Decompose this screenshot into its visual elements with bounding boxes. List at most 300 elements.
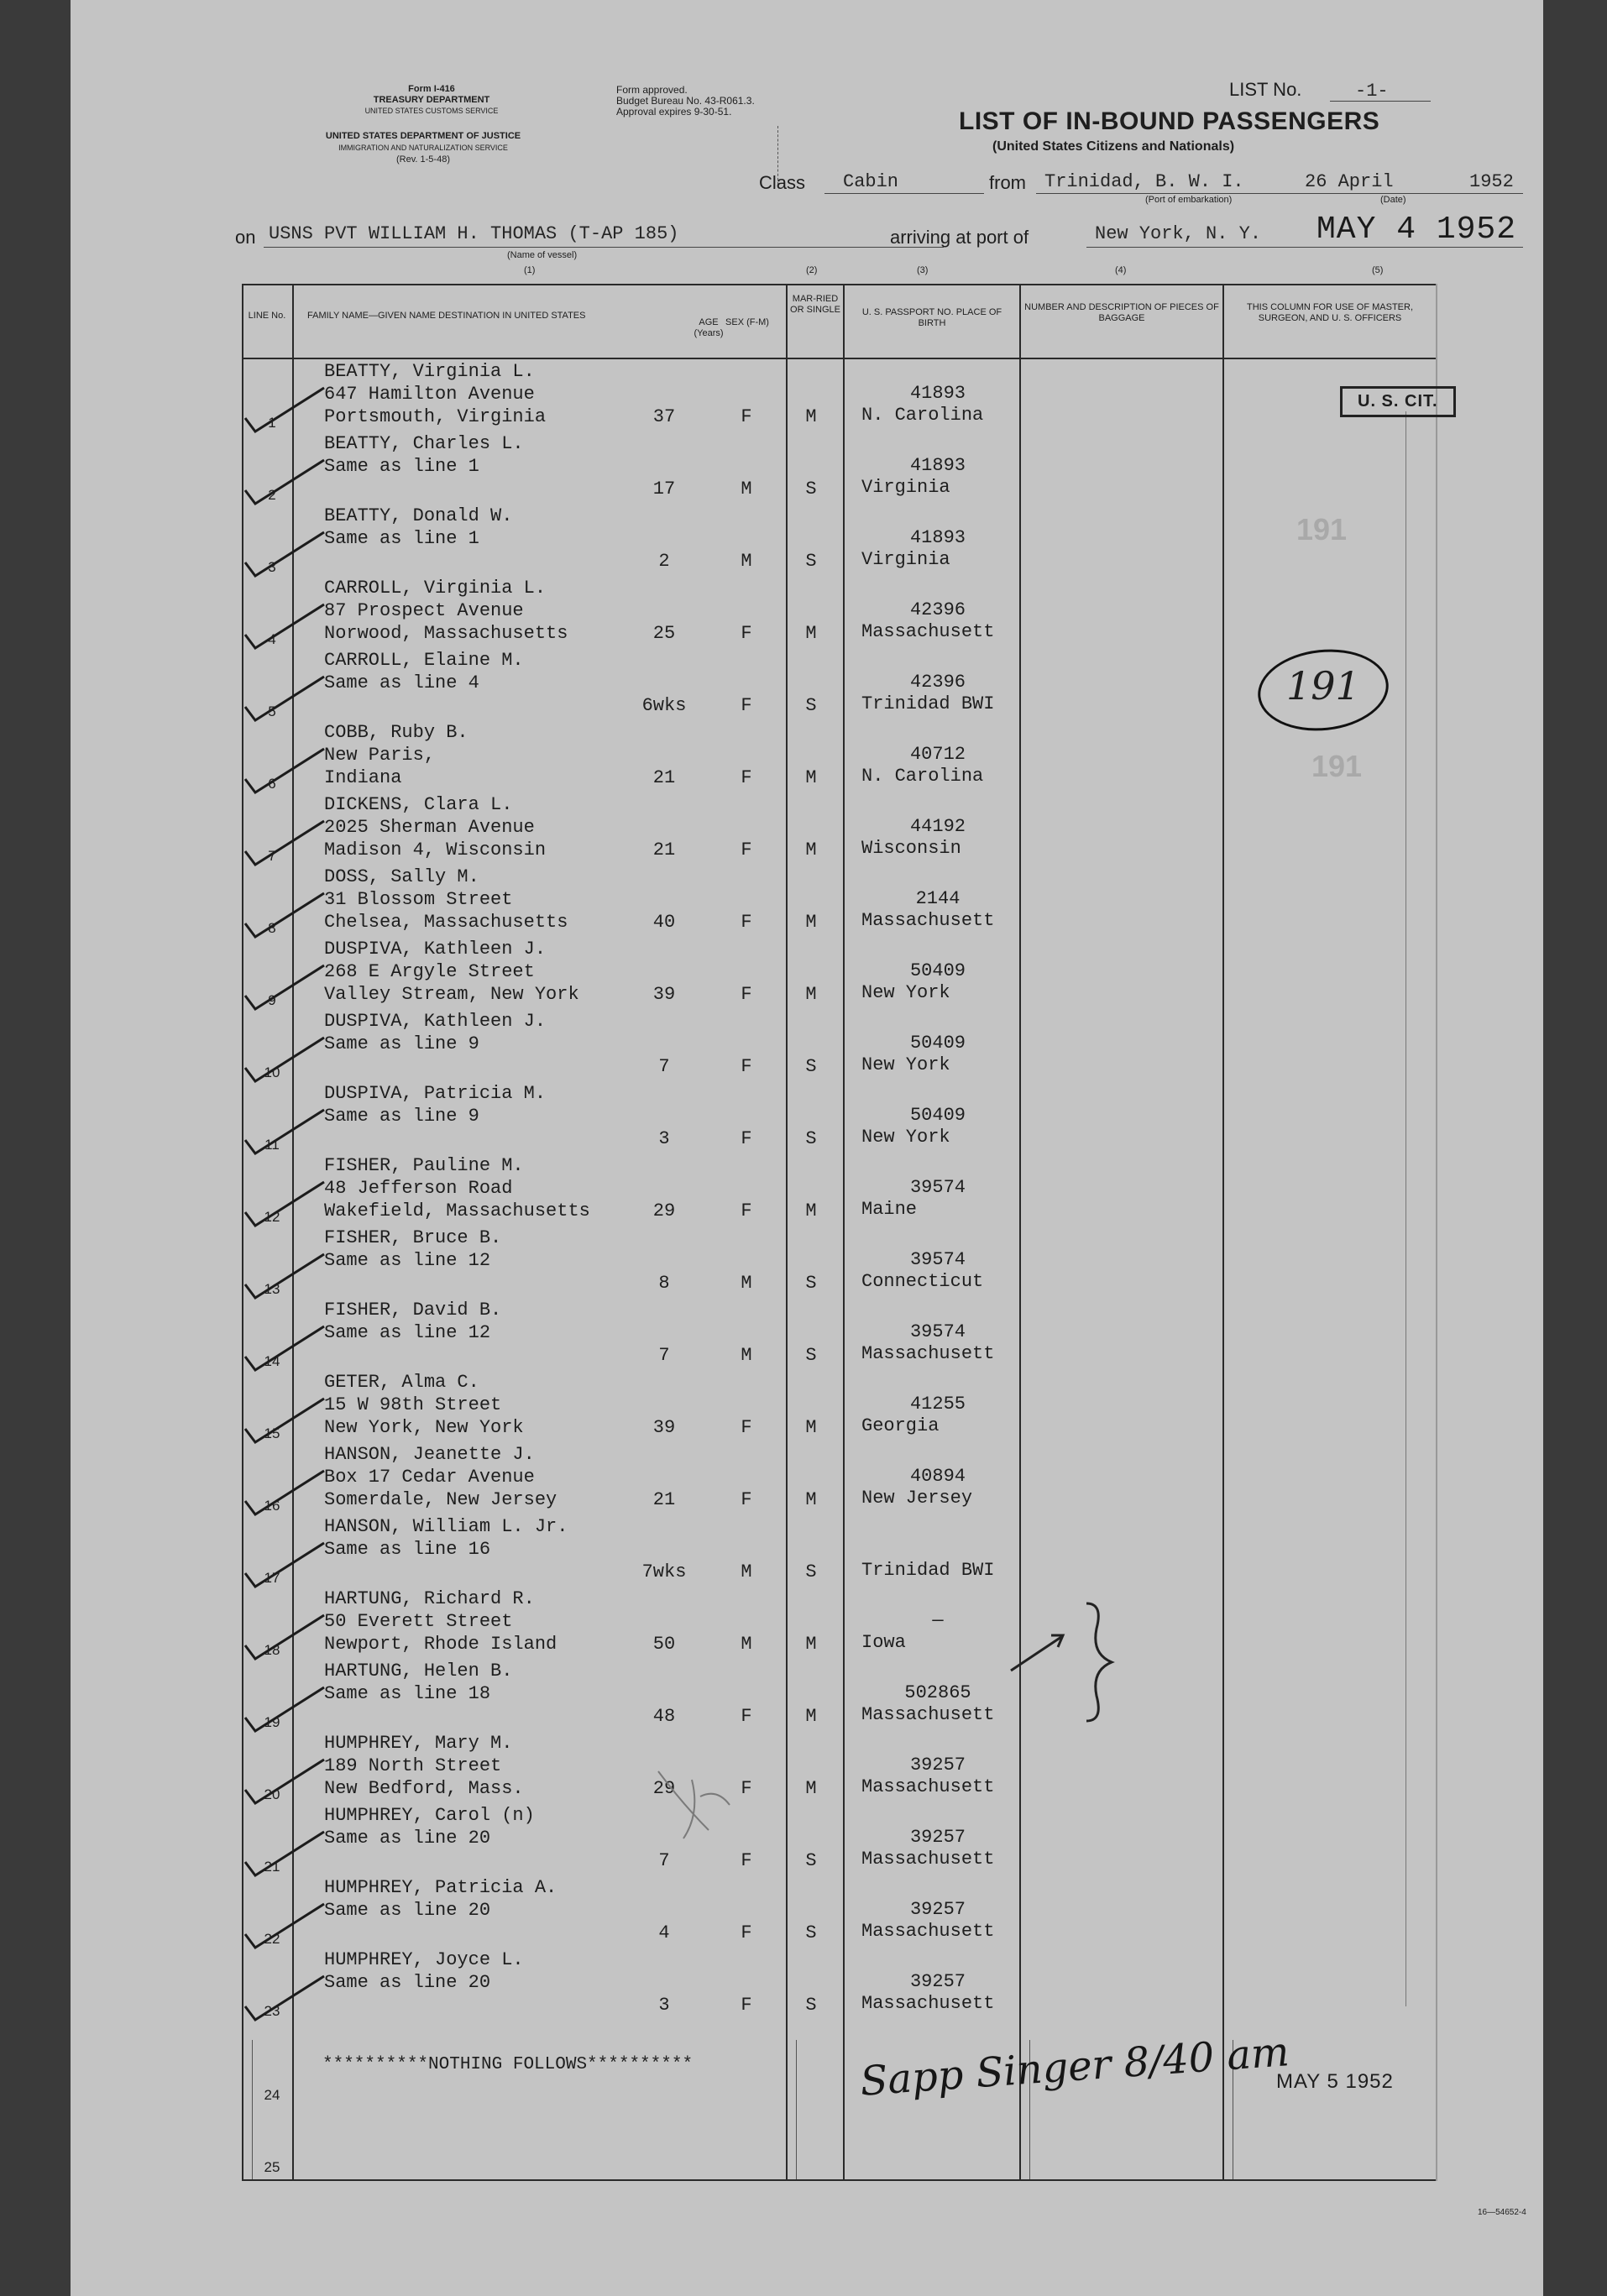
passport-number: 39574 [909,1321,966,1342]
marital-status: M [805,767,817,788]
age: 50 [652,1634,676,1655]
destination-line-1: Same as line 12 [324,1250,491,1271]
destination-line-1: 647 Hamilton Avenue [324,384,535,405]
passport-number: 41893 [909,455,966,476]
place-of-birth: Massachusett [861,1921,995,1942]
age: 8 [658,1273,670,1294]
col-num-2: (2) [806,265,818,275]
passenger-name: FISHER, David B. [324,1300,502,1321]
passenger-name: BEATTY, Virginia L. [324,361,535,382]
age: 2 [658,551,670,572]
place-of-birth: Connecticut [861,1271,984,1292]
marital-status: M [805,1778,817,1799]
destination-line-2: Chelsea, Massachusetts [324,912,568,933]
check-mark-icon [243,1106,327,1157]
passenger-name: DOSS, Sally M. [324,866,479,887]
manifest-page [71,0,1543,2296]
age: 3 [658,1128,670,1149]
marital-status: S [805,1922,817,1943]
table-top [242,284,1437,285]
place-of-birth: Georgia [861,1415,940,1436]
embark-caption: (Port of embarkation) [1145,195,1233,205]
place-of-birth: Wisconsin [861,838,961,859]
passport-number: 39257 [909,1971,966,1992]
check-mark-icon [243,818,327,868]
marital-status: M [805,1489,817,1510]
destination-line-1: Same as line 9 [324,1033,479,1054]
destination-line-1: 268 E Argyle Street [324,961,535,982]
passenger-name: BEATTY, Donald W. [324,505,513,526]
destination-line-1: Same as line 9 [324,1106,479,1127]
sex: F [741,406,752,427]
place-of-birth: Massachusett [861,1343,995,1364]
col-passport: U. S. PASSPORT NO. PLACE OF BIRTH [861,307,1002,328]
from-line [1036,193,1523,194]
line-number: 10 [264,1064,280,1080]
destination-line-2: Somerdale, New Jersey [324,1489,557,1510]
marital-status: M [805,1706,817,1727]
table-row [71,361,1543,433]
destination-line-1: Same as line 16 [324,1539,491,1560]
check-mark-icon [243,1828,327,1879]
list-no-label: LIST No. [1229,79,1302,100]
passport-number: 502865 [904,1682,971,1703]
table-row [71,578,1543,650]
sex: M [741,479,752,499]
destination-line-1: Same as line 1 [324,456,479,477]
class-label: Class [759,172,806,193]
sex: M [741,1561,752,1582]
place-of-birth: New York [861,982,950,1003]
check-mark-icon [243,1251,327,1301]
passenger-name: DUSPIVA, Kathleen J. [324,1011,547,1032]
passport-number: — [932,1610,944,1631]
check-mark-icon [243,601,327,651]
sex: F [741,623,752,644]
passenger-name: DUSPIVA, Patricia M. [324,1083,547,1104]
marital-status: S [805,1995,817,2016]
line-number-25: 25 [264,2159,280,2175]
sex: F [741,1995,752,2016]
check-mark-icon [243,1467,327,1518]
destination-line-1: Same as line 20 [324,1972,491,1993]
year-value: 1952 [1469,171,1514,192]
class-value: Cabin [843,171,899,192]
line-number: 12 [264,1209,280,1225]
marital-status: M [805,984,817,1005]
line-number: 13 [264,1281,280,1297]
age: 21 [652,1489,676,1510]
place-of-birth: Virginia [861,549,950,570]
sex: M [741,1634,752,1655]
passenger-name: HUMPHREY, Patricia A. [324,1877,557,1898]
check-mark-icon [243,1756,327,1807]
check-mark-icon [243,673,327,724]
age: 7 [658,1850,670,1871]
passenger-name: BEATTY, Charles L. [324,433,524,454]
budget-bureau: Budget Bureau No. 43-R061.3. [616,95,755,107]
place-of-birth: New Jersey [861,1488,973,1509]
sex: F [741,984,752,1005]
place-of-birth: Massachusett [861,1849,995,1870]
table-row [71,1661,1543,1733]
col-baggage: NUMBER AND DESCRIPTION OF PIECES OF BAGGAGE [1024,302,1219,323]
passport-number: 39257 [909,1899,966,1920]
circled-number-text: 191 [1286,663,1360,709]
destination-line-2: New York, New York [324,1417,524,1438]
page-title: LIST OF IN-BOUND PASSENGERS [959,107,1380,135]
passport-number: 2144 [915,888,961,909]
passport-number: 41893 [909,527,966,548]
line-number: 6 [268,776,276,792]
passenger-name: HUMPHREY, Mary M. [324,1733,513,1754]
place-of-birth: Massachusett [861,1993,995,2014]
age: 48 [652,1706,676,1727]
destination-line-2: Madison 4, Wisconsin [324,839,547,860]
destination-line-1: Same as line 1 [324,528,479,549]
sex: M [741,1273,752,1294]
list-no-line [1330,101,1431,102]
treasury-dept: TREASURY DEPARTMENT [373,95,490,105]
destination-line-1: 50 Everett Street [324,1611,513,1632]
passport-number: 42396 [909,672,966,693]
passenger-name: HUMPHREY, Carol (n) [324,1805,535,1826]
marital-status: S [805,551,817,572]
class-line [824,193,984,194]
port-value: New York, N. Y. [1095,223,1262,244]
destination-line-1: 87 Prospect Avenue [324,600,524,621]
destination-line-2: Wakefield, Massachusetts [324,1200,590,1221]
sex: F [741,1200,752,1221]
table-row [71,1733,1543,1805]
destination-line-2: Norwood, Massachusetts [324,623,568,644]
sex: F [741,695,752,716]
passenger-name: FISHER, Pauline M. [324,1155,524,1176]
check-mark-icon [243,384,327,435]
age: 7 [658,1345,670,1366]
line-number: 4 [268,631,276,647]
place-of-birth: Massachusett [861,910,995,931]
passport-number: 40712 [909,744,966,765]
table-row [71,1372,1543,1444]
passport-number: 40894 [909,1466,966,1487]
sex: F [741,1489,752,1510]
marital-status: S [805,479,817,499]
ins-service: IMMIGRATION AND NATURALIZATION SERVICE [338,144,508,152]
passenger-name: HUMPHREY, Joyce L. [324,1949,524,1970]
revision: (Rev. 1-5-48) [396,154,450,165]
place-of-birth: Trinidad BWI [861,693,995,714]
table-row [71,794,1543,866]
sex: F [741,912,752,933]
passport-number: 39574 [909,1249,966,1270]
destination-line-1: New Paris, [324,745,436,766]
passport-number: 44192 [909,816,966,837]
passport-number: 42396 [909,599,966,620]
line-number: 14 [264,1353,280,1369]
from-value: Trinidad, B. W. I. [1044,171,1244,192]
destination-line-1: Same as line 20 [324,1900,491,1921]
place-of-birth: New York [861,1127,950,1148]
place-of-birth: Iowa [861,1632,906,1653]
passport-number: 50409 [909,960,966,981]
destination-line-1: 2025 Sherman Avenue [324,817,535,838]
passport-number: 39257 [909,1755,966,1776]
destination-line-1: Same as line 18 [324,1683,491,1704]
passport-number: 50409 [909,1105,966,1126]
age: 17 [652,479,676,499]
sex: F [741,1850,752,1871]
check-mark-icon [243,890,327,940]
passenger-name: HANSON, Jeanette J. [324,1444,535,1465]
bottom-subline-a [252,2040,253,2179]
age: 39 [652,1417,676,1438]
from-label: from [989,172,1026,193]
header-bottom [242,358,1437,359]
footer-code: 16—54652-4 [1478,2208,1526,2217]
on-label: on [235,227,256,248]
place-of-birth: Trinidad BWI [861,1560,995,1581]
line-number: 21 [264,1859,280,1875]
age: 7wks [641,1561,687,1582]
place-of-birth: Massachusett [861,621,995,642]
line-number: 16 [264,1498,280,1514]
destination-line-1: 31 Blossom Street [324,889,513,910]
line-number: 15 [264,1425,280,1441]
destination-line-2: Indiana [324,767,402,788]
marital-status: M [805,1417,817,1438]
line-number: 20 [264,1786,280,1802]
place-of-birth: New York [861,1054,950,1075]
col-sex-label: SEX (F-M) [725,317,769,327]
passenger-name: CARROLL, Virginia L. [324,578,547,599]
line-number: 23 [264,2003,280,2019]
officer-signature: Sapp Singer 8/40 am [858,2028,1291,2105]
place-of-birth: Virginia [861,477,950,498]
sex: F [741,767,752,788]
age: 4 [658,1922,670,1943]
page-subtitle: (United States Citizens and Nationals) [992,139,1235,154]
sex: M [741,1345,752,1366]
date-stamp: MAY 5 1952 [1276,2070,1394,2093]
check-mark-icon [243,1323,327,1373]
marital-status: S [805,1056,817,1077]
table-row [71,1949,1543,2021]
marital-status: S [805,1128,817,1149]
line-number: 3 [268,559,276,575]
sex: M [741,551,752,572]
passenger-name: HARTUNG, Richard R. [324,1588,535,1609]
table-row [71,1805,1543,1877]
bottom-subline-b [796,2040,797,2179]
sex: F [741,1778,752,1799]
table-bottom [242,2179,1437,2181]
col-line-no: LINE No. [248,311,286,321]
table-row [71,1011,1543,1083]
marital-status: S [805,1273,817,1294]
check-mark-icon [243,1901,327,1951]
table-row [71,1516,1543,1588]
place-of-birth: Maine [861,1199,918,1220]
passport-number: 39257 [909,1827,966,1848]
age: 3 [658,1995,670,2016]
place-of-birth: Massachusett [861,1704,995,1725]
marital-status: M [805,623,817,644]
passenger-name: HARTUNG, Helen B. [324,1661,513,1681]
passenger-name: GETER, Alma C. [324,1372,479,1393]
passenger-name: DICKENS, Clara L. [324,794,513,815]
sex: F [741,1417,752,1438]
destination-line-2: Valley Stream, New York [324,984,579,1005]
table-row [71,1877,1543,1949]
table-row [71,1083,1543,1155]
line-number: 8 [268,920,276,936]
table-row [71,1155,1543,1227]
age: 37 [652,406,676,427]
check-mark-icon [243,1395,327,1446]
faded-stamp-1: 191 [1296,512,1348,547]
destination-line-2: Portsmouth, Virginia [324,406,547,427]
faded-stamp-2: 191 [1311,749,1363,783]
table-row [71,866,1543,939]
passport-number: 41893 [909,383,966,404]
line-number: 17 [264,1570,280,1586]
passenger-name: DUSPIVA, Kathleen J. [324,939,547,960]
marital-status: M [805,839,817,860]
marital-status: M [805,1200,817,1221]
line-number-24: 24 [264,2087,280,2103]
table-row [71,1588,1543,1661]
age: 25 [652,623,676,644]
line-number: 2 [268,487,276,503]
age: 6wks [641,695,687,716]
passenger-name: HANSON, William L. Jr. [324,1516,568,1537]
age: 29 [652,1778,676,1799]
vessel-name: USNS PVT WILLIAM H. THOMAS (T-AP 185) [269,223,679,244]
passenger-name: CARROLL, Elaine M. [324,650,524,671]
table-row [71,1227,1543,1300]
line-number: 7 [268,848,276,864]
col-name: FAMILY NAME—GIVEN NAME DESTINATION IN UNITED STATES [307,311,586,321]
us-cit-stamp: U. S. CIT. [1340,386,1456,417]
place-of-birth: N. Carolina [861,766,984,787]
place-of-birth: Massachusett [861,1776,995,1797]
check-mark-icon [243,529,327,579]
age: 21 [652,839,676,860]
check-mark-icon [243,1684,327,1734]
marital-status: M [805,1634,817,1655]
date-value: 26 April [1305,171,1394,192]
sex: F [741,1706,752,1727]
check-mark-icon [243,745,327,796]
check-mark-icon [243,457,327,507]
age: 29 [652,1200,676,1221]
marital-status: S [805,695,817,716]
line-number: 9 [268,992,276,1008]
ink-scribble [650,1755,742,1847]
customs-service: UNITED STATES CUSTOMS SERVICE [364,107,499,115]
passport-number: 41255 [909,1394,966,1415]
passenger-name: COBB, Ruby B. [324,722,468,743]
sex: F [741,1056,752,1077]
place-of-birth: N. Carolina [861,405,984,426]
check-mark-icon [243,1612,327,1662]
marital-status: S [805,1850,817,1871]
table-row [71,433,1543,505]
arriving-label: arriving at port of [890,227,1029,248]
bracket-arrow [986,1595,1120,1738]
sex: F [741,1128,752,1149]
check-mark-icon [243,962,327,1012]
marital-status: S [805,1561,817,1582]
sex: F [741,1922,752,1943]
age: 40 [652,912,676,933]
table-row [71,939,1543,1011]
passport-number: 50409 [909,1033,966,1054]
marital-status: S [805,1345,817,1366]
destination-line-1: Same as line 12 [324,1322,491,1343]
marital-status: M [805,406,817,427]
check-mark-icon [243,1034,327,1085]
check-mark-icon [243,1179,327,1229]
form-number: Form I-416 [408,84,455,94]
age: 21 [652,767,676,788]
line-number: 22 [264,1931,280,1947]
col-officers: THIS COLUMN FOR USE OF MASTER, SURGEON, AND U. S. OFFICERS [1246,302,1413,323]
table-row [71,1444,1543,1516]
line-number: 18 [264,1642,280,1658]
marital-status: M [805,912,817,933]
col-num-3: (3) [917,265,929,275]
sex: F [741,839,752,860]
destination-line-1: 189 North Street [324,1755,502,1776]
table-row [71,1300,1543,1372]
check-mark-icon [243,1540,327,1590]
destination-line-1: Same as line 20 [324,1828,491,1849]
line-number: 1 [268,415,276,431]
destination-line-1: 15 W 98th Street [324,1394,502,1415]
col-married: MAR-RIED OR SINGLE [790,294,840,315]
destination-line-1: Same as line 4 [324,672,479,693]
list-no-value: -1- [1355,81,1389,102]
line-number: 5 [268,703,276,719]
destination-line-2: New Bedford, Mass. [324,1778,524,1799]
vessel-caption: (Name of vessel) [507,250,578,260]
line-number: 19 [264,1714,280,1730]
vessel-line [264,247,944,248]
col-num-5: (5) [1372,265,1384,275]
date-caption: (Date) [1380,195,1406,205]
passenger-name: FISHER, Bruce B. [324,1227,502,1248]
passport-number: 39574 [909,1177,966,1198]
destination-line-1: 48 Jefferson Road [324,1178,513,1199]
justice-dept: UNITED STATES DEPARTMENT OF JUSTICE [325,131,521,141]
destination-line-2: Newport, Rhode Island [324,1634,557,1655]
col-age: AGE (Years) [694,317,724,338]
line-number: 11 [264,1137,280,1153]
destination-line-1: Box 17 Cedar Avenue [324,1467,535,1488]
col-num-1: (1) [524,265,536,275]
form-approved: Form approved. [616,84,688,96]
age: 39 [652,984,676,1005]
arrival-stamp: MAY 4 1952 [1316,212,1517,248]
nothing-follows: **********NOTHING FOLLOWS********** [322,2055,694,2074]
check-mark-icon [243,1973,327,2023]
port-line [1086,247,1523,248]
age: 7 [658,1056,670,1077]
col-num-4: (4) [1115,265,1127,275]
approval-expires: Approval expires 9-30-51. [616,106,732,118]
